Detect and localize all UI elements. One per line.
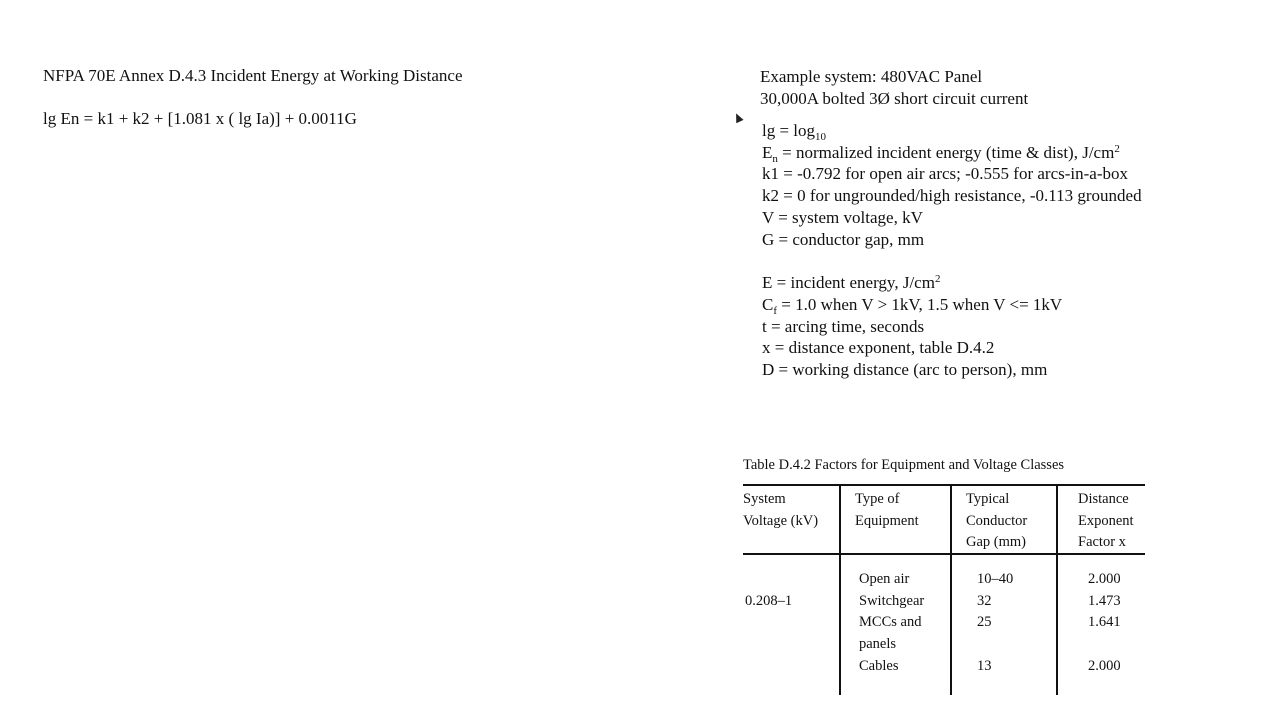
def-en-sym: E (762, 142, 773, 162)
table-cell: 1.641 (1088, 614, 1121, 631)
header-line: Type of (855, 491, 900, 507)
header-line: Exponent (1078, 512, 1134, 529)
def-g: G = conductor gap, mm (762, 229, 925, 249)
header-voltage (743, 489, 818, 532)
def-cf-sym: C (762, 294, 774, 314)
example-line-2: 30,000A bolted 3Ø short circuit current (760, 89, 1029, 108)
mouse-cursor-icon (732, 112, 743, 124)
header-line: System (743, 491, 786, 507)
def-k2: k2 = 0 for ungrounded/high resistance, -0.113 grounded (762, 186, 1142, 206)
header-line: Equipment (855, 512, 919, 529)
factors-table (743, 484, 1145, 695)
example-system (760, 66, 1028, 110)
table-cell: 32 (977, 592, 992, 609)
table-cell: 1.473 (1088, 592, 1121, 609)
def-k1: k1 = -0.792 for open air arcs; -0.555 for arcs-in-a-box (762, 164, 1128, 184)
table-cell: Switchgear (859, 592, 925, 609)
equipment-column (859, 569, 924, 678)
table-cell: 25 (977, 614, 992, 631)
table-caption: Table D.4.2 Factors for Equipment and Voltage Classes (743, 457, 1065, 473)
header-equipment (855, 489, 919, 532)
def-e-sup: 2 (934, 273, 941, 286)
exponent-column (1088, 569, 1121, 678)
header-line: Conductor (966, 512, 1028, 529)
def-spacer (762, 250, 1142, 272)
table-col-divider (950, 484, 952, 695)
def-en-text: = normalized incident energy (time & dist), J/cm (777, 142, 1115, 162)
def-lg-text: lg = log (762, 121, 816, 140)
def-en-sup: 2 (1114, 142, 1120, 155)
def-en (762, 142, 1142, 164)
table-col-divider (1056, 484, 1058, 695)
def-x: x = distance exponent, table D.4.2 (762, 338, 995, 358)
definitions-list (762, 120, 1142, 381)
def-lg (762, 120, 1142, 142)
def-t: t = arcing time, seconds (762, 316, 925, 336)
voltage-class-cell: 0.208–1 (745, 593, 793, 609)
table-top-rule (743, 484, 1145, 486)
def-cf-sub: f (773, 304, 778, 317)
table-cell: MCCs and (859, 614, 922, 631)
def-en-sub: n (772, 152, 778, 165)
incident-energy-formula: lg En = k1 + k2 + [1.081 x ( lg Ia)] + 0.0011G (43, 109, 357, 128)
table-cell: 10–40 (977, 571, 1014, 587)
table-cell: 2.000 (1088, 571, 1121, 587)
def-cf (762, 294, 1142, 316)
def-cf-text: = 1.0 when V > 1kV, 1.5 when V <= 1kV (777, 294, 1063, 314)
table-cell: Open air (859, 571, 910, 587)
header-exponent (1078, 489, 1134, 554)
def-e-text: E = incident energy, J/cm (762, 273, 935, 293)
header-line: Voltage (kV) (743, 512, 819, 529)
def-v: V = system voltage, kV (762, 207, 923, 227)
table-cell: panels (859, 636, 897, 653)
def-lg-sub: 10 (815, 131, 827, 143)
table-col-divider (839, 484, 841, 695)
table-cell: 2.000 (1088, 657, 1121, 674)
header-gap (966, 489, 1027, 554)
table-cell: Cables (859, 657, 899, 674)
example-line-1: Example system: 480VAC Panel (760, 67, 983, 86)
def-e (762, 272, 1142, 294)
header-line: Gap (mm) (966, 534, 1026, 551)
page-title: NFPA 70E Annex D.4.3 Incident Energy at Working Distance (43, 66, 463, 85)
gap-column (977, 569, 1013, 678)
header-line: Factor x (1078, 534, 1126, 551)
def-d: D = working distance (arc to person), mm (762, 360, 1048, 380)
header-line: Typical (966, 491, 1010, 507)
header-line: Distance (1078, 491, 1129, 507)
table-cell: 13 (977, 657, 992, 674)
